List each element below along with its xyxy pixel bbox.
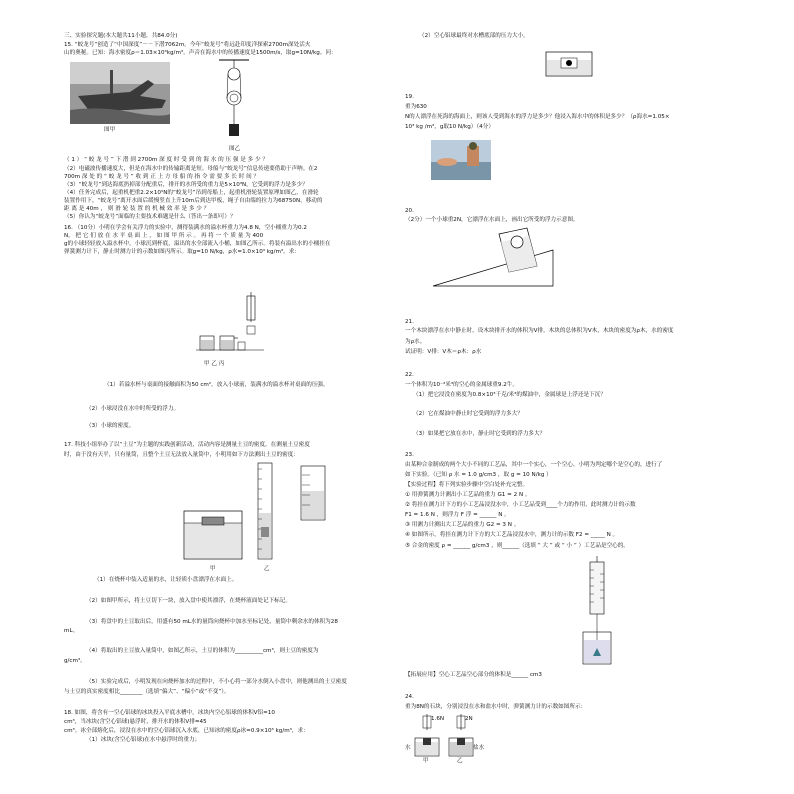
q18-line-1: 18. 如图，将含有一空心铝球的冰块投入平底水槽中，冰块内空心铝球的体积V铝=10: [64, 710, 275, 716]
q21-line-2: 为ρ水。: [405, 339, 426, 345]
q16-sub-1: （1）若溢水杯与桌面的接触面积为50 cm²，放入小球前，装满水的溢水杯对桌面的压强。: [104, 382, 329, 388]
q15-sub-5: （5）你认为“蛟龙号”面临的主要技术难题是什么（答出一条即可）？: [64, 214, 236, 220]
q17-sub-5a: （5）实验完成后，小明发现在向烧杯加水的过程中，不小心将一部分水倒入小盘中，则他测出的土豆密度: [86, 679, 347, 685]
q15-sub-2b: 700m 深 处 的 “ 蛟 龙 号 ” 收 到 正 上 方 母 船 的 指 令 需 要 多 长 时 间 ？: [64, 174, 260, 180]
q23-number: 23.: [405, 452, 414, 458]
scale-a-reading: 1.6N: [431, 716, 445, 722]
two-scale-diagram: [407, 714, 491, 760]
q21-line-3: 试证明：V排：V木＝ρ木：ρ水: [405, 349, 482, 355]
q17-sub-2: （2）如图甲所示，将土豆切下一块，放入盘中使其漂浮，在烧杯液面处记下标记。: [86, 598, 291, 604]
q16-line-1: 16. （10分）小明在学会有关浮力的实验中，测得装满水的溢水杯重力为4.8 N，空小桶重力为0.2: [64, 225, 307, 231]
q18-sub-1: （1）冰块(含空心铝球)在水中悬浮时的重力；: [86, 737, 201, 743]
fig-16-labels: 甲 乙 丙: [204, 361, 225, 367]
q18-line-3: cm³。冰全部熔化后，浸没在水中的空心铝球沉入水底，已知冰的密度ρ冰=0.9×10³ kg/m³，求：: [64, 728, 309, 734]
q23-line-6: F1 = 1.6 N ，则浮力 F 浮 = ______ N 。: [405, 512, 510, 518]
fig-24-a-label: 甲: [423, 758, 429, 764]
cylinder-zoom: [300, 465, 326, 521]
q17-line-2: 时，由于没有天平，只有量筒，且整个土豆无法放入量筒中，小明用如下方法测出土豆的密度：: [64, 452, 299, 458]
q19-line-2: N的人漂浮在死海的海面上，则该人受到海水的浮力是多少？他浸入海水中的体积是多少？（ρ海水=1.05×: [405, 114, 670, 120]
graduated-cylinder: [250, 459, 292, 563]
dead-sea-photo: [431, 140, 491, 180]
incline-ball-diagram: [431, 226, 555, 290]
q23-line-4: ① 用弹簧测力计测出小工艺品的重力 G1 = 2 N 。: [405, 492, 531, 498]
q18-line-2: cm³，当冰块(含空心铝球)悬浮时，排开水的体积V排=45: [64, 719, 207, 725]
q22-sub-1: （1）把它浸没在密度为0.8×10³千克/米³的煤油中，金属球是上浮还是下沉？: [413, 392, 606, 398]
fig-17-b-label: 乙: [264, 566, 270, 572]
q20-line-1: （2分）一个小球重2N，它漂浮在水面上，画出它所受的浮力示意图。: [405, 217, 579, 223]
q21-line-1: 一个木块漂浮在水中静止时，设木块排开水的体积为V排，木块的总体积为V木，木块的密度为ρ木，水的密度: [405, 328, 674, 334]
q23-line-5: ② 将挂在测力计下方的小工艺品浸没水中，小工艺品受到____个力的作用，此时测力计的示数: [405, 502, 636, 508]
q22-line-1: 一个体积为10⁻³米³的空心的金属球重9.2牛。: [405, 382, 518, 388]
q23-line-10: 【拓展应用】空心工艺品空心部分的体积是______ cm3: [405, 672, 542, 678]
q17-line-1: 17. 科技小组举办了以“土豆”为主题的实践创新活动，活动内容是测量土豆的密度。在测量土豆密度: [64, 442, 310, 448]
q22-sub-3: （3）如果把它放在水中，静止时它受到的浮力多大？: [413, 431, 546, 437]
q23-line-2: 如下实验。（已知 ρ 水 = 1.0 g/cm3 ，取 g = 10 N/kg ）: [405, 472, 552, 478]
scale-b-reading: 2N: [465, 716, 473, 722]
submarine-photo: [70, 62, 170, 124]
q17-sub-5b: 与土豆的真实密度相比________（选填“偏大”、“偏小”或“不变”）。: [64, 689, 230, 695]
q15-line-2: 山的奥秘。已知：海水密度ρ＝1.03×10³kg/m³，声音在海水中的传播速度是1500m/s，取g=10N/kg。问：: [64, 50, 337, 56]
beaker-with-dish: [180, 503, 248, 563]
water-label: 水: [405, 745, 411, 751]
overflow-cup-diagram: [196, 292, 264, 358]
q15-sub-3: （3）“蛟龙号”到达海底扔掉部分配重后，排开的水所受的重力是5×10³N，它受到的浮力是多少？: [64, 182, 308, 188]
q23-line-7: ③ 用测力计测出大工艺品的重力 G2 = 3 N 。: [405, 522, 520, 528]
section-title: 三、实验探究题(本大题共11小题，共84.0分): [64, 33, 178, 39]
q16-line-3: g的小球轻轻放入溢水杯中，小球沉到杯底，溢出的水全部流入小桶，如图乙所示。将装有溢出水的小桶挂在: [64, 241, 331, 247]
q15-sub-1: （ 1 ） “ 蛟 龙 号 ” 下 潜 到 2700m 深 度 时 受 到 的 海 水 的 压 强 是 多 少 ？: [64, 157, 268, 163]
q16-line-2: N。 把 它 们 放 在 水 平 桌 面 上 ， 如 图 甲 所 示 。 再 将 一 个 质 量 为 400: [64, 233, 264, 239]
q24-number: 24.: [405, 694, 414, 700]
q20-number: 20.: [405, 208, 414, 214]
q18-sub-2: （2）空心铝球最终对水槽底部的压力大小。: [419, 33, 529, 39]
q15-sub-2a: （2）电磁波传播速度大，但是在海水中的传输距离是短。母船与“蛟龙号”信息传递要借助于声呐。在2: [64, 166, 318, 172]
q17-sub-1: （1）在烧杯中装入适量的水，让轻质小盘漂浮在水面上。: [94, 577, 238, 583]
brine-label: 盐水: [473, 745, 485, 751]
spring-scale-beaker: [579, 556, 615, 668]
q17-sub-4a: （4）将取出的土豆放入量筒中，如图乙所示，土豆的体积为__________cm³，则土豆的密度为: [86, 648, 319, 654]
q15-sub-4a: （4）任务完成后，起重机把重2.2×10⁵N的“蛟龙号”吊到母船上，起重机滑轮装置原理如图乙，在滑轮: [64, 190, 319, 196]
ice-tank-diagram: [544, 50, 594, 78]
q23-line-3: 【实验过程】将下列实验步骤中空白处补充完整。: [405, 482, 529, 488]
q22-number: 22.: [405, 372, 414, 378]
fig-24-b-label: 乙: [457, 758, 463, 764]
q16-sub-2: （2）小球浸没在水中时所受的浮力。: [86, 406, 180, 412]
q19-line-1: 重为630: [405, 104, 427, 110]
fig-17-a-label: 甲: [210, 566, 216, 572]
q17-sub-3b: mL。: [64, 628, 79, 634]
q23-line-8: ④ 如图所示，将挂在测力计下方的大工艺品浸没水中，测力计的示数 F2 = _____ N 。: [405, 532, 619, 538]
q16-line-4: 弹簧测力计下，静止时测力计的示数如图丙所示。取g=10 N/kg，ρ水=1.0×10³ kg/m³。求：: [64, 249, 300, 255]
fig-15-b-label: 图乙: [229, 146, 241, 152]
q23-line-9: ⑤ 合金的密度 ρ = ______ g/cm3 ，则______（选填 “ 大 ” 或 “ 小 ” ）工艺品是空心的。: [405, 543, 629, 549]
pulley-diagram: [219, 58, 249, 146]
q19-line-3: 10³ kg /m³，g取10 N/kg）（4分）: [405, 124, 494, 130]
q17-sub-4b: g/cm³。: [64, 658, 86, 664]
q17-sub-3a: （3）将盘中的土豆取出后，用盛有50 mL水的量筒向烧杯中加水至标记处，量筒中剩余水的体积为28: [86, 619, 338, 625]
fig-15-a-label: 图甲: [104, 127, 116, 133]
q15-line-1: 15. “蛟龙号”创造了“中国深度”－－下潜7062m。今年“蛟龙号”将远赴印度洋探索2700m深处活火: [64, 42, 311, 48]
q16-sub-3: （3）小球的密度。: [86, 423, 135, 429]
q21-number: 21.: [405, 319, 414, 325]
q23-line-1: 由某种合金制成的两个大小不同的工艺品，其中一个实心，一个空心。小明为判定哪个是空心的，进行了: [405, 462, 663, 468]
q19-number: 19.: [405, 94, 414, 100]
q15-sub-4b: 装置作用下，“蛟龙号”离开水面后缓慢竖直上升10m后到达甲板，绳子自由端的拉力为68750N，移动的: [64, 198, 323, 204]
q24-line-1: 重为8N的石块，分别浸没在水和盐水中时，弹簧测力计的示数如图所示：: [405, 704, 587, 710]
q15-sub-4c: 距 离 是 40m ， 则 滑 轮 装 置 的 机 械 效 率 是 多 少 ？: [64, 206, 210, 212]
q22-sub-2: （2）它在煤油中静止时它受到的浮力多大？: [413, 411, 523, 417]
